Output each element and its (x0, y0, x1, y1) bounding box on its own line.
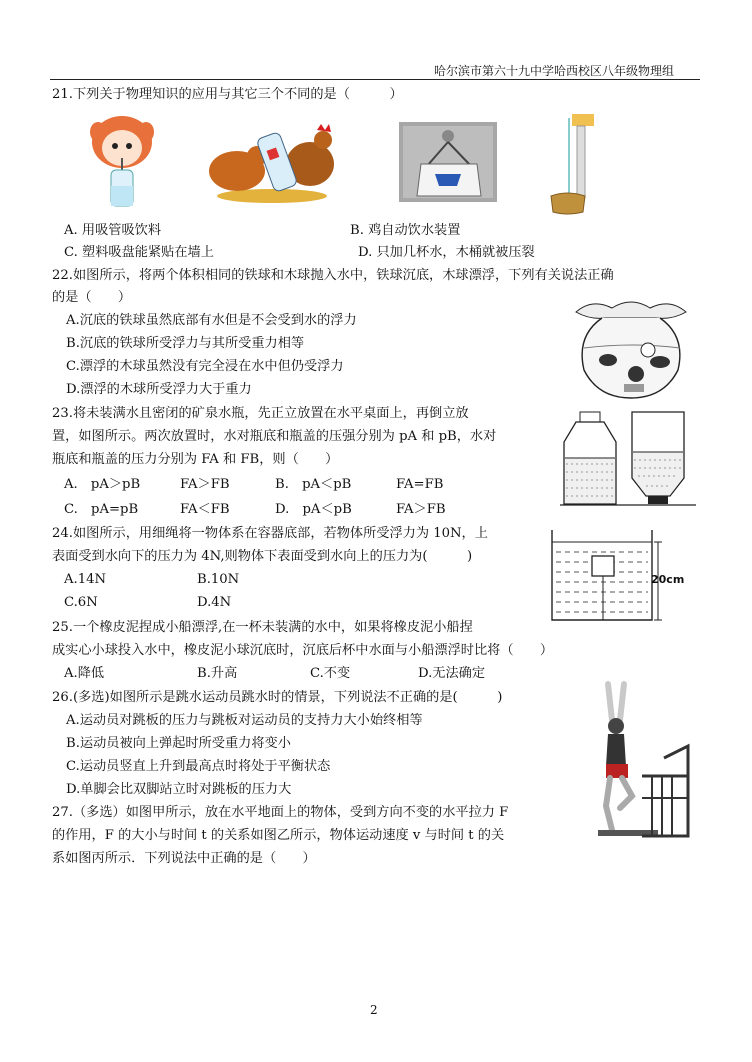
q22-option-d: D.漂浮的木球所受浮力大于重力 (66, 382, 252, 397)
q24-stem-line1: 24.如图所示，用细绳将一物体系在容器底部，若物体所受浮力为 10N，上 (52, 526, 488, 541)
q25-option-a: A.降低 (64, 666, 105, 681)
q25-option-b: B.升高 (197, 666, 238, 681)
q23-option-b-force: FA=FB (396, 477, 444, 492)
q25-option-c: C.不变 (310, 666, 351, 681)
q24-stem-line2: 表面受到水向下的压力为 4N,则物体下表面受到水向上的压力为( ) (52, 549, 473, 564)
q24-fig-depth-label: 20cm (651, 573, 685, 586)
q26-option-a: A.运动员对跳板的压力与跳板对运动员的支持力大小始终相等 (66, 713, 423, 728)
q27-stem-line2: 的作用，F 的大小与时间 t 的关系如图乙所示，物体运动速度 v 与时间 t 的关 (52, 828, 505, 843)
q24-option-b: B.10N (197, 572, 240, 587)
q21-option-a: A. 用吸管吸饮料 (64, 223, 162, 238)
q25-stem-line1: 25.一个橡皮泥捏成小船漂浮,在一杯未装满的水中，如果将橡皮泥小船捏 (52, 620, 473, 635)
q22-option-b: B.沉底的铁球所受浮力与其所受重力相等 (66, 336, 305, 351)
q26-option-c: C.运动员竖直上升到最高点时将处于平衡状态 (66, 759, 331, 774)
q21-option-b: B. 鸡自动饮水装置 (350, 223, 461, 238)
q23-option-c-force: FA＜FB (180, 502, 230, 517)
q21-option-c: C. 塑料吸盘能紧贴在墙上 (64, 245, 214, 260)
q27-stem-line1: 27.（多选）如图甲所示，放在水平地面上的物体，受到方向不变的水平拉力 F (52, 805, 509, 820)
q21-stem: 21.下列关于物理知识的应用与其它三个不同的是（ ） (52, 87, 403, 102)
q23-stem-line3: 瓶底和瓶盖的压力分别为 FA 和 FB，则（ ） (52, 452, 339, 467)
q24-option-d: D.4N (197, 595, 232, 610)
q21-figure-barrel (537, 112, 597, 216)
q21-figure-chicken-feeder (205, 116, 340, 206)
q22-option-c: C.漂浮的木球虽然没有完全浸在水中但仍受浮力 (66, 359, 344, 374)
q22-stem-line1: 22.如图所示，将两个体积相同的铁球和木球抛入水中，铁球沉底，木球漂浮，下列有关说法正确 (52, 268, 614, 283)
q23-option-b-pressure: B. pA＜pB (275, 477, 352, 492)
q26-option-b: B.运动员被向上弹起时所受重力将变小 (66, 736, 291, 751)
q26-stem: 26.(多选)如图所示是跳水运动员跳水时的情景，下列说法不正确的是( ) (52, 690, 503, 705)
q23-option-c-pressure: C. pA=pB (64, 502, 139, 517)
q23-stem-line1: 23.将未装满水且密闭的矿泉水瓶，先正立放置在水平桌面上，再倒立放 (52, 406, 469, 421)
q23-figure-bottles (560, 408, 696, 508)
q21-figure-suction-cup (399, 122, 497, 202)
q23-stem-line2: 置，如图所示。两次放置时，水对瓶底和瓶盖的压强分别为 pA 和 pB，水对 (52, 429, 497, 444)
q24-option-a: A.14N (64, 572, 107, 587)
q22-figure-fishbowl (572, 296, 690, 402)
q25-option-d: D.无法确定 (418, 666, 486, 681)
q23-option-d-pressure: D. pA＜pB (275, 502, 352, 517)
q25-stem-line2: 成实心小球投入水中，橡皮泥小球沉底时，沉底后杯中水面与小船漂浮时比将（ ） (52, 643, 554, 658)
header-school: 哈尔滨市第六十九中学哈西校区八年级物理组 (434, 64, 675, 78)
header-rule (50, 79, 700, 80)
q22-stem-line2: 的是（ ） (52, 290, 132, 305)
page-number: 2 (370, 1003, 378, 1017)
q26-option-d: D.单脚会比双脚站立时对跳板的压力大 (66, 782, 292, 797)
q26-figure-diver (578, 680, 694, 838)
q27-stem-line3: 系如图丙所示．下列说法中正确的是（ ） (52, 851, 316, 866)
q24-figure-container (548, 528, 692, 624)
q23-option-d-force: FA＞FB (396, 502, 446, 517)
q21-figure-girl-straw (82, 112, 162, 208)
q22-option-a: A.沉底的铁球虽然底部有水但是不会受到水的浮力 (66, 313, 357, 328)
q24-option-c: C.6N (64, 595, 98, 610)
q23-option-a-force: FA＞FB (180, 477, 230, 492)
q21-option-d: D. 只加几杯水，木桶就被压裂 (358, 245, 535, 260)
q23-option-a-pressure: A. pA＞pB (64, 477, 141, 492)
